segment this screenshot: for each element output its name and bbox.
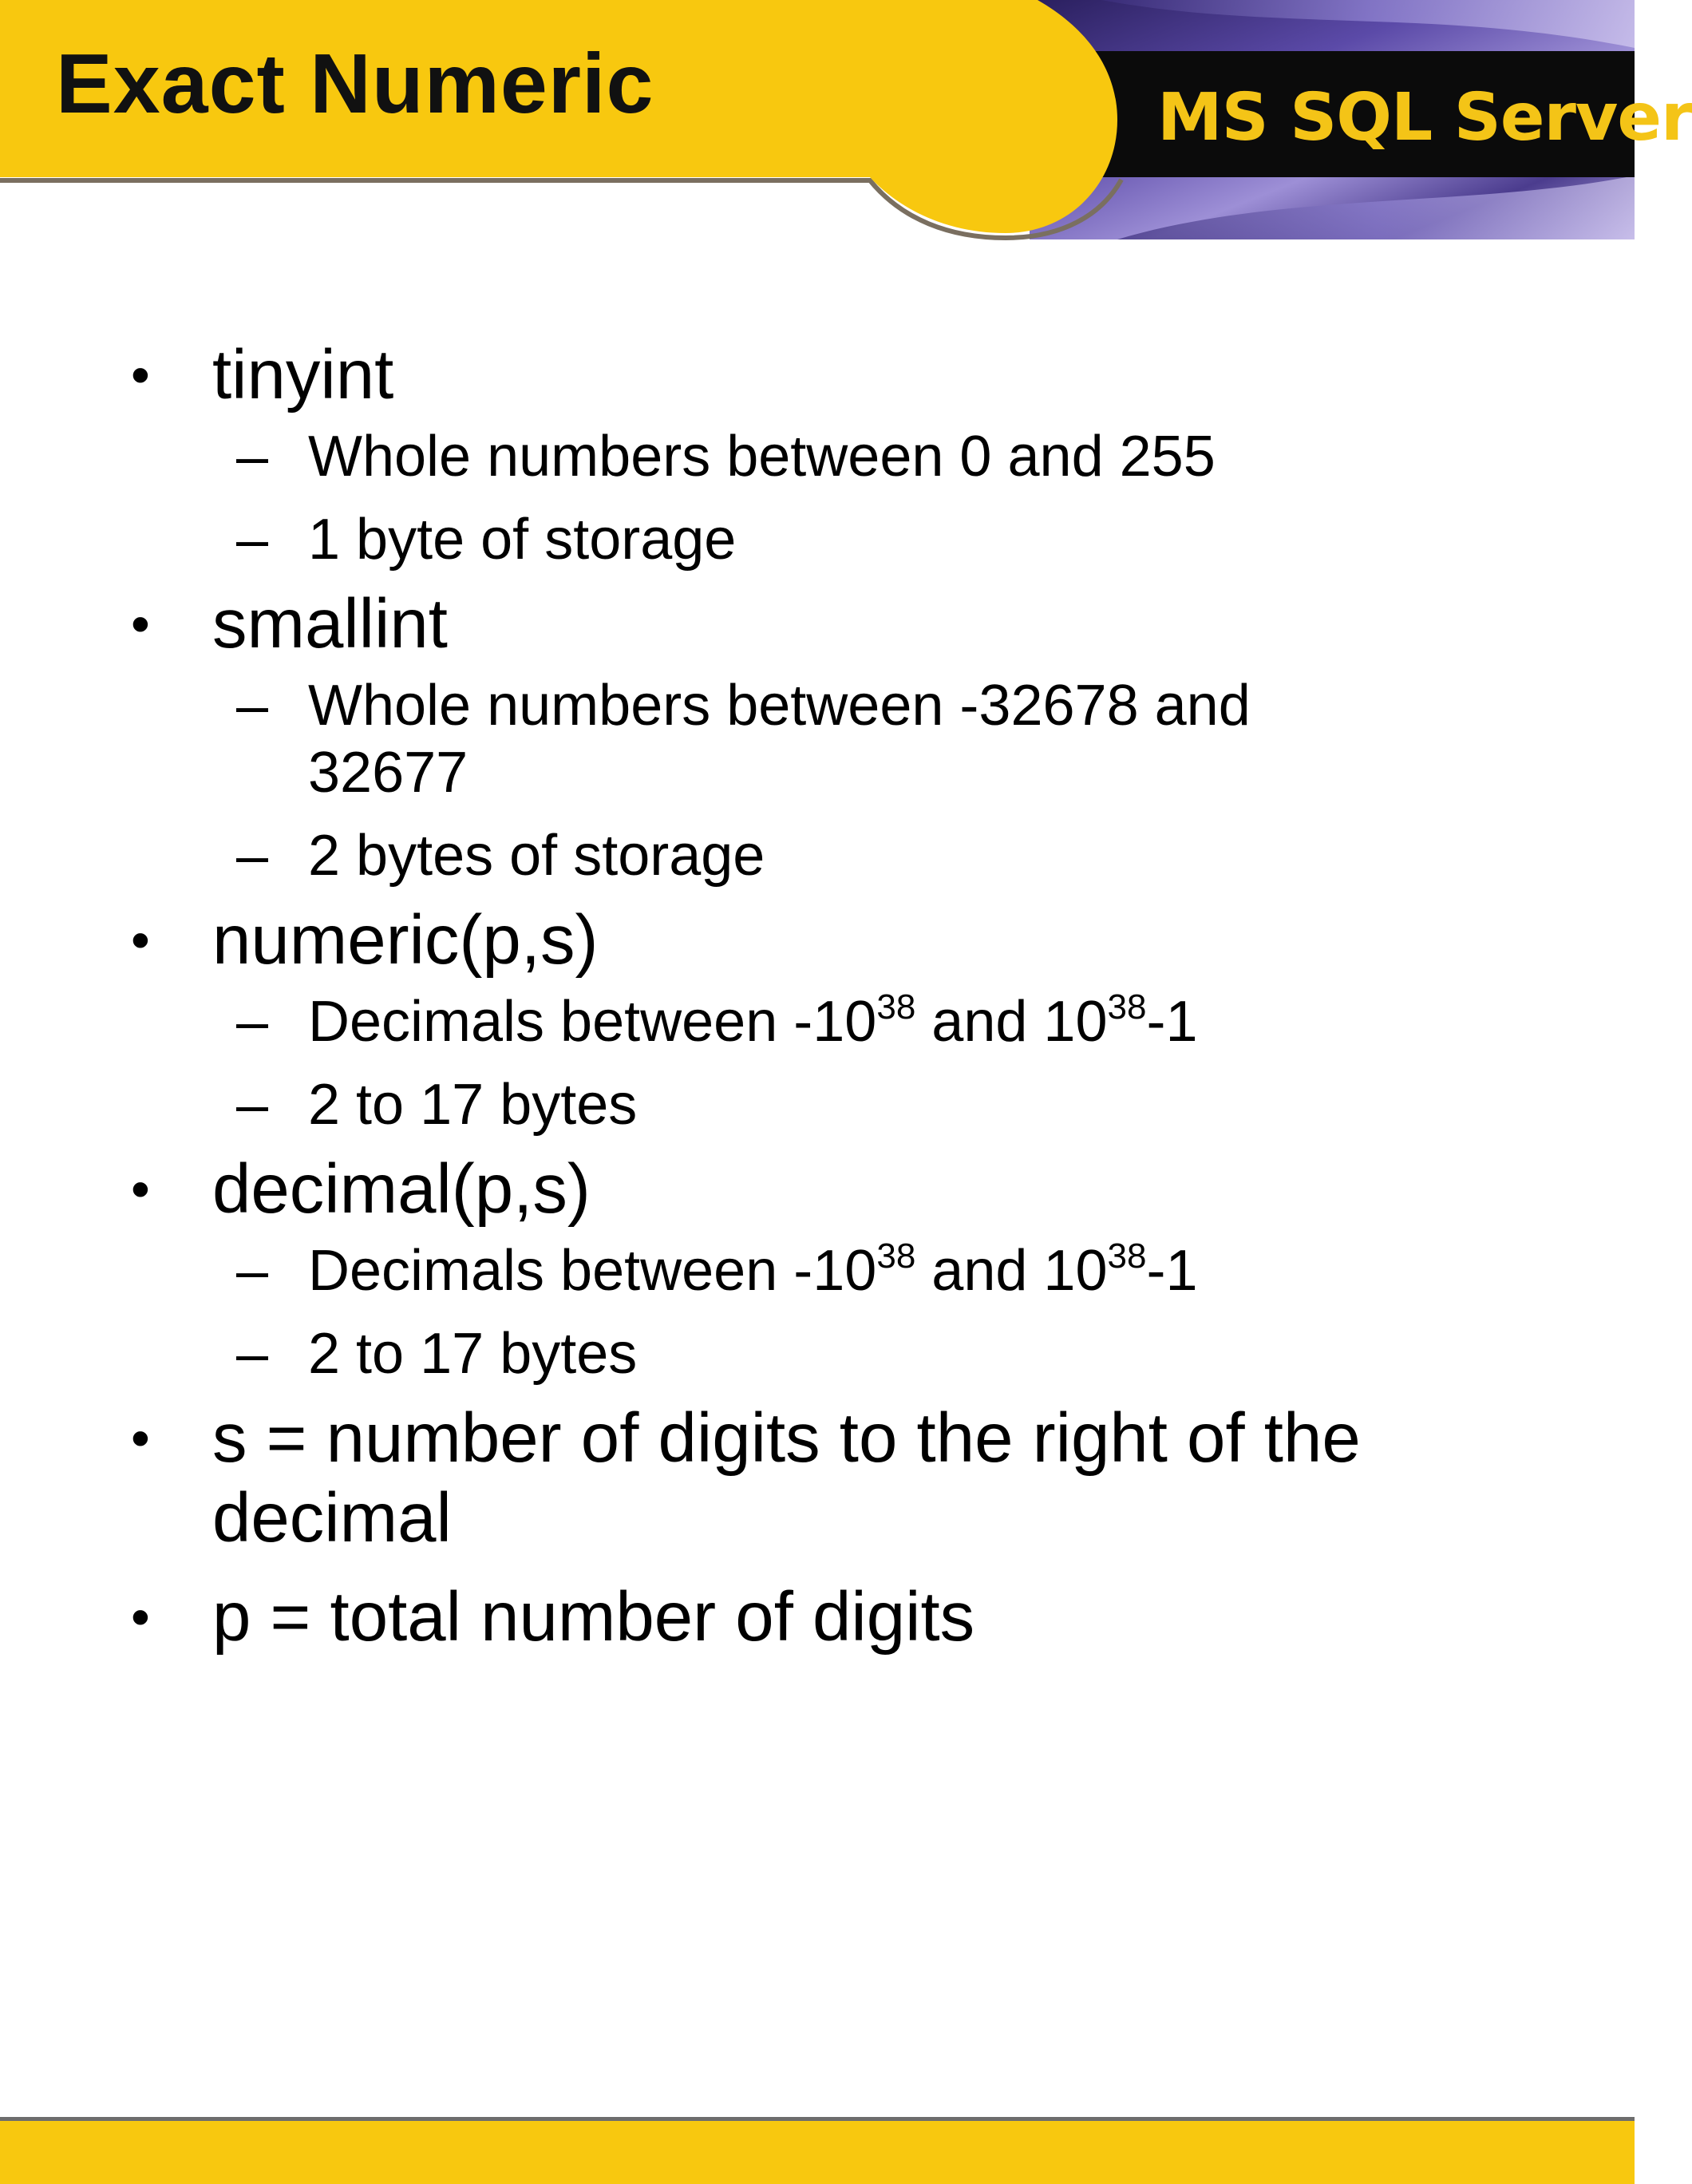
dash-marker: –	[236, 990, 269, 1054]
bullet-dot: •	[131, 594, 150, 655]
footer-bar	[0, 2117, 1635, 2184]
sub-item-text: 1 byte of storage	[308, 508, 737, 572]
sub-item-text: Whole numbers between 0 and 255	[308, 425, 1216, 489]
bullet-dot: •	[131, 910, 150, 971]
bullet-item	[0, 1149, 1457, 1229]
bullet-text: numeric(p,s)	[212, 901, 599, 979]
bullet-item	[0, 584, 1457, 664]
dash-marker: –	[236, 425, 269, 489]
dash-marker: –	[236, 674, 269, 738]
bullet-text: tinyint	[212, 336, 394, 413]
bullet-dot: •	[131, 1587, 150, 1648]
sub-item-text: Decimals between $-10^{38}$ and $10^{38}-1$	[308, 987, 1198, 1054]
bullet-item	[0, 900, 1457, 980]
sub-item-text: 2 to 17 bytes	[308, 1073, 638, 1137]
dash-marker: –	[236, 824, 269, 888]
sub-item	[0, 988, 1346, 1055]
bullet-text: s = number of digits to the right of the decimal	[212, 1399, 1361, 1557]
bullet-item	[0, 335, 1457, 415]
dash-marker: –	[236, 1322, 269, 1386]
sub-item-text: 2 bytes of storage	[308, 824, 765, 888]
slide-title: Exact Numeric	[56, 37, 654, 131]
bullet-text: p = total number of digits	[212, 1578, 975, 1656]
sub-item	[0, 822, 1346, 889]
bullet-dot: •	[131, 1408, 150, 1469]
sub-item	[0, 506, 1346, 573]
slide-header	[0, 0, 1692, 239]
bullet-dot: •	[131, 345, 150, 406]
sub-item	[0, 1237, 1346, 1304]
sub-item	[0, 672, 1346, 806]
sub-item	[0, 1071, 1346, 1138]
bullet-item	[0, 1577, 1457, 1657]
dash-marker: –	[236, 1073, 269, 1137]
bullet-text: smallint	[212, 585, 448, 663]
bullet-text: decimal(p,s)	[212, 1150, 591, 1228]
sub-item-text: 2 to 17 bytes	[308, 1322, 638, 1386]
sub-item	[0, 1320, 1346, 1387]
dash-marker: –	[236, 1239, 269, 1303]
brand-logo: MS SQL Server	[1157, 80, 1692, 156]
bullet-dot: •	[131, 1159, 150, 1220]
bullet-item	[0, 1399, 1457, 1558]
sub-item-text: Decimals between $-10^{38}$ and $10^{38}-1$	[308, 1236, 1198, 1303]
dash-marker: –	[236, 508, 269, 572]
sub-item-text: Whole numbers between -32678 and 32677	[308, 674, 1251, 805]
bullet-list	[0, 335, 1635, 1657]
sub-item	[0, 423, 1346, 490]
